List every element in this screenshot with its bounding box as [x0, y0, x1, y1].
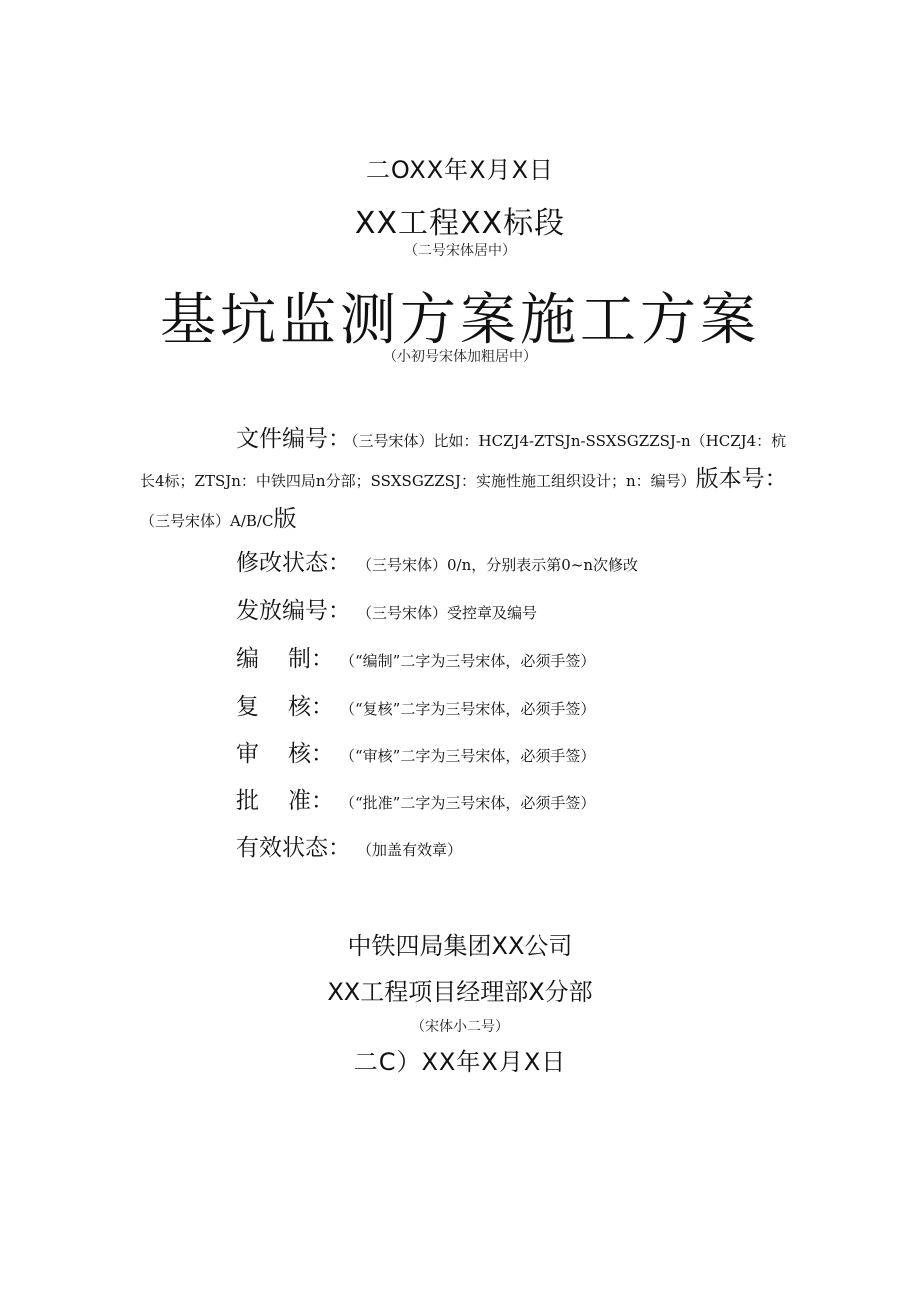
audited-by-label-char2: 核：	[288, 741, 334, 767]
prepared-by-label-char2: 制：	[288, 646, 334, 672]
file-number-label: 文件编号：	[236, 426, 351, 452]
organization-note: （宋体小二号）	[411, 1019, 509, 1035]
issue-number-value: （三号宋体）受控章及编号	[357, 604, 538, 622]
audited-by-value: （“审核”二字为三号宋体，必须手签）	[340, 747, 596, 765]
issue-number-label: 发放编号：	[236, 598, 351, 624]
prepared-by-label-char1: 编	[236, 646, 259, 672]
project-title-note: （二号宋体居中）	[404, 243, 516, 259]
reviewed-by-label-char2: 核：	[288, 694, 334, 720]
reviewed-by-label	[236, 688, 334, 721]
file-number-value-line1: （三号宋体）比如：HCZJ4-ZTSJn-SSXSGZZSJ-n（HCZJ4：杭	[351, 432, 787, 450]
project-title: XX工程XX标段	[354, 206, 566, 241]
validity-status-label: 有效状态：	[236, 835, 351, 861]
file-number-value-line2: 长4标；ZTSJn：中铁四局n分部；SSXSGZZSJ：实施性施工组织设计；n：编号）	[140, 472, 696, 490]
audited-by-row	[236, 735, 595, 768]
audited-by-label	[236, 735, 334, 768]
cover-date-top: 二OXX年X月X日	[365, 156, 555, 184]
prepared-by-value: （“编制”二字为三号宋体，必须手签）	[340, 652, 596, 670]
approved-by-label-char2: 准：	[288, 788, 334, 814]
file-number-paragraph	[140, 420, 805, 540]
issue-number-row	[236, 592, 537, 625]
prepared-by-row	[236, 640, 595, 673]
reviewed-by-row	[236, 688, 595, 721]
approved-by-value: （“批准”二字为三号宋体，必须手签）	[340, 794, 596, 812]
organization-name: 中铁四局集团XX公司	[347, 932, 573, 960]
reviewed-by-label-char1: 复	[236, 694, 259, 720]
reviewed-by-value: （“复核”二字为三号宋体，必须手签）	[340, 700, 596, 718]
main-title-note: （小初号宋体加粗居中）	[383, 349, 537, 365]
version-value: （三号宋体）A/B/C	[140, 512, 274, 530]
revision-status-value: （三号宋体）0/n，分别表示第0~n次修改	[357, 556, 639, 574]
audited-by-label-char1: 审	[236, 741, 259, 767]
validity-status-row	[236, 829, 462, 862]
approved-by-label-char1: 批	[236, 788, 259, 814]
revision-status-row	[236, 544, 638, 577]
main-title: 基坑监测方案施工方案	[160, 288, 760, 353]
validity-status-value: （加盖有效章）	[357, 841, 463, 859]
department-name: XX工程项目经理部X分部	[327, 978, 593, 1006]
revision-status-label: 修改状态：	[236, 550, 351, 576]
version-suffix: 版	[273, 506, 297, 532]
approved-by-label	[236, 782, 334, 815]
cover-date-bottom: 二C）XX年X月X日	[353, 1048, 567, 1076]
prepared-by-label	[236, 640, 334, 673]
approved-by-row	[236, 782, 595, 815]
version-label: 版本号：	[695, 466, 788, 492]
